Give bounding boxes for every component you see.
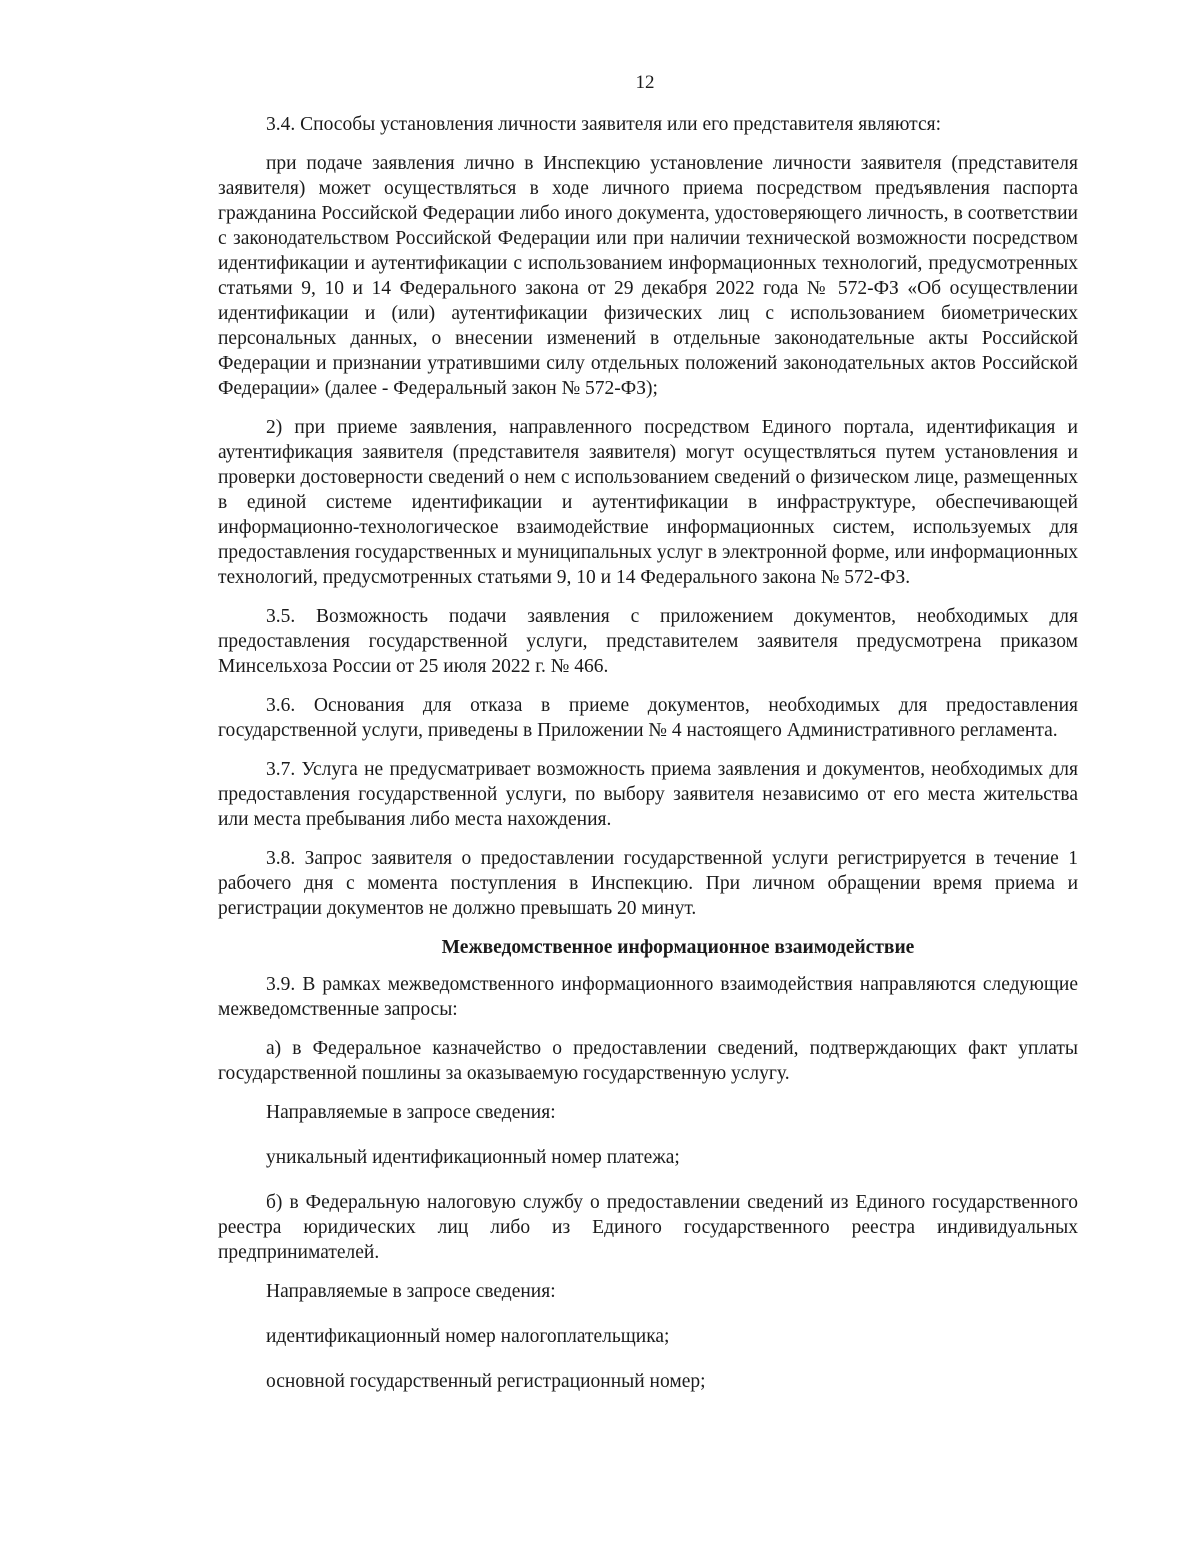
document-body <box>218 112 1078 1414</box>
paragraph-3-7: 3.7. Услуга не предусматривает возможность приема заявления и документов, необходимых для предоставления государственной услуги, по выбору заявителя независимо от его места жительства или места пребывания либо места нахождения. <box>218 759 1078 830</box>
paragraph-3-4-title: 3.4. Способы установления личности заявителя или его представителя являются: <box>266 114 941 135</box>
section-heading-interagency: Межведомственное информационное взаимодействие <box>441 937 915 958</box>
paragraph-3-9-a-sent-data: Направляемые в запросе сведения: <box>266 1102 556 1123</box>
paragraph-3-4-in-person: при подаче заявления лично в Инспекцию установление личности заявителя (представителя заявителя) может осуществляться в ходе личного приема посредством предъявления паспорта гражданина Российской Федерации либо иного документа, удостоверяющего личность, в соответствии с законодательством Российской Федерации или при наличии технической возможности посредством идентификации и аутентификации с использованием информационных технологий, предусмотренных статьями 9, 10 и 14 Федерального закона от 29 декабря 2022 года № 572-ФЗ «Об осуществлении идентификации и (или) аутентификации физических лиц с использованием биометрических персональных данных, о внесении изменений в отдельные законодательные акты Российской Федерации и признании утратившими силу отдельных положений законодательных актов Российской Федерации» (далее - Федеральный закон № 572-ФЗ); <box>218 153 1078 399</box>
page-number: 12 <box>635 72 655 93</box>
paragraph-3-9-a: а) в Федеральное казначейство о предоставлении сведений, подтверждающих факт уплаты государственной пошлины за оказываемую государственную услугу. <box>218 1038 1078 1084</box>
paragraph-3-6: 3.6. Основания для отказа в приеме документов, необходимых для предоставления государственной услуги, приведены в Приложении № 4 настоящего Административного регламента. <box>218 695 1078 741</box>
paragraph-3-9-b: б) в Федеральную налоговую службу о предоставлении сведений из Единого государственного реестра юридических лиц либо из Единого государственного реестра индивидуальных предпринимателей. <box>218 1192 1078 1263</box>
paragraph-3-4-portal: 2) при приеме заявления, направленного посредством Единого портала, идентификация и аутентификация заявителя (представителя заявителя) могут осуществляться путем установления и проверки достоверности сведений о нем с использованием сведений о физическом лице, размещенных в единой системе идентификации и аутентификации в инфраструктуре, обеспечивающей информационно-технологическое взаимодействие информационных систем, используемых для предоставления государственных и муниципальных услуг в электронной форме, или информационных технологий, предусмотренных статьями 9, 10 и 14 Федерального закона № 572-ФЗ. <box>218 417 1078 588</box>
paragraph-3-9-b-item-inn: идентификационный номер налогоплательщика; <box>266 1326 670 1347</box>
paragraph-3-9-b-sent-data: Направляемые в запросе сведения: <box>266 1281 556 1302</box>
paragraph-3-9-a-item: уникальный идентификационный номер платежа; <box>266 1147 680 1168</box>
paragraph-3-5: 3.5. Возможность подачи заявления с приложением документов, необходимых для предоставления государственной услуги, представителем заявителя предусмотрена приказом Минсельхоза России от 25 июля 2022 г. № 466. <box>218 606 1078 677</box>
paragraph-3-9-b-item-ogrn: основной государственный регистрационный номер; <box>266 1371 706 1392</box>
paragraph-3-8: 3.8. Запрос заявителя о предоставлении государственной услуги регистрируется в течение 1 рабочего дня с момента поступления в Инспекцию. При личном обращении время приема и регистрации документов не должно превышать 20 минут. <box>218 848 1078 919</box>
paragraph-3-9: 3.9. В рамках межведомственного информационного взаимодействия направляются следующие межведомственные запросы: <box>218 974 1078 1020</box>
